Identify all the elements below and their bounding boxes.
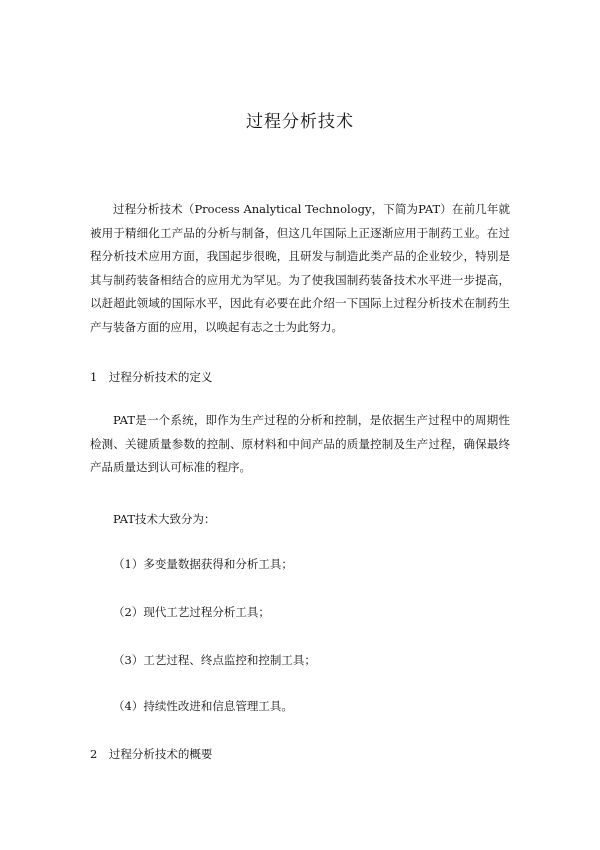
types-intro: PAT技术大致分为： <box>113 512 216 526</box>
list-item: （1）多变量数据获得和分析工具； <box>113 557 293 571</box>
list-item: （3）工艺过程、终点监控和控制工具； <box>113 653 316 667</box>
document-title: 过程分析技术 <box>246 112 354 132</box>
list-item: （2）现代工艺过程分析工具； <box>113 605 270 619</box>
section-2-heading: 2 过程分析技术的概要 <box>90 747 213 761</box>
intro-paragraph: 过程分析技术（Process Analytical Technology，下简为PAT）在前几年就被用于精细化工产品的分析与制备，但这几年国际上正逐渐应用于制药工业。在过程分析技术应用方面，我国起步很晚，且研发与制造此类产品的企业较少，特别是其与制药装备相结合的应用尤为罕见。为了使我国制药装备技术水平进一步提高，以赶超此领域的国际水平，因此有必要在此介绍一下国际上过程分析技术在制药生产与装备方面的应用，以唤起有志之士为此努力。 <box>90 202 510 334</box>
list-item: （4）持续性改进和信息管理工具。 <box>113 699 293 713</box>
section-1-heading: 1 过程分析技术的定义 <box>90 370 213 384</box>
definition-paragraph: PAT是一个系统，即作为生产过程的分析和控制，是依据生产过程中的周期性检测、关键质量参数的控制、原材料和中间产品的质量控制及生产过程，确保最终产品质量达到认可标准的程序。 <box>90 413 510 474</box>
